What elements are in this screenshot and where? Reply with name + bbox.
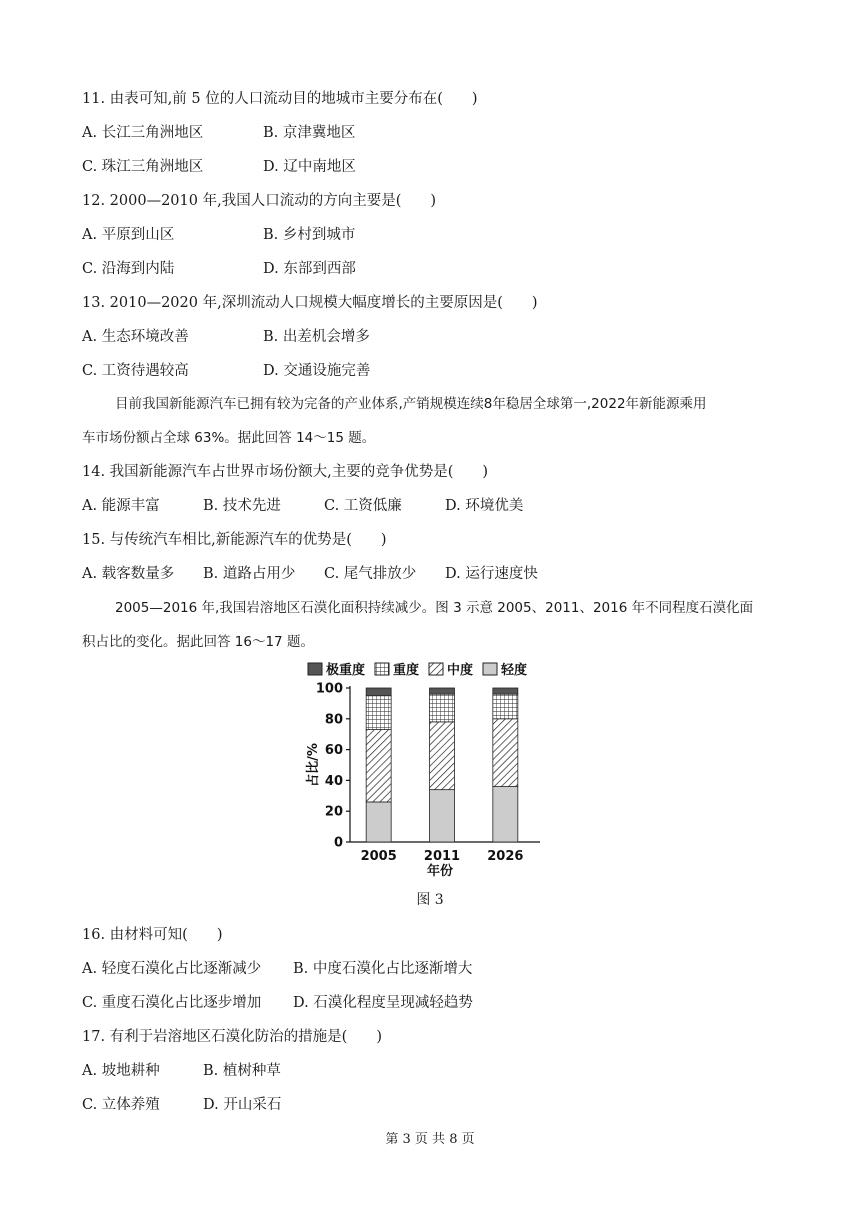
question-15-option-d[interactable]: D. 运行速度快 xyxy=(445,566,538,582)
bar-2005-中度 xyxy=(366,730,391,802)
legend-label-1: 重度 xyxy=(393,663,420,678)
question-12-option-a[interactable]: A. 平原到山区 xyxy=(82,227,175,243)
bar-2026-轻度 xyxy=(493,787,518,842)
question-11-option-b[interactable]: B. 京津冀地区 xyxy=(263,125,356,141)
question-13-option-a[interactable]: A. 生态环境改善 xyxy=(82,329,189,345)
bar-2026-重度 xyxy=(493,694,518,719)
question-17-option-c[interactable]: C. 立体养殖 xyxy=(82,1097,160,1113)
chart-bars xyxy=(366,688,518,842)
y-tick-label-1: 20 xyxy=(324,804,343,820)
y-tick-label-5: 100 xyxy=(315,681,343,697)
question-11-option-d[interactable]: D. 辽中南地区 xyxy=(263,159,356,175)
question-12-option-c[interactable]: C. 沿海到内陆 xyxy=(82,261,175,277)
question-12-option-b[interactable]: B. 乡村到城市 xyxy=(263,227,356,243)
question-13-option-d[interactable]: D. 交通设施完善 xyxy=(263,363,371,379)
question-17-option-a[interactable]: A. 坡地耕种 xyxy=(82,1063,160,1079)
legend-swatch-0 xyxy=(308,663,322,675)
y-tick-label-4: 80 xyxy=(324,712,343,728)
question-13-stem: 13. 2010—2020 年,深圳流动人口规模大幅度增长的主要原因是( ) xyxy=(82,295,538,311)
bar-2011-轻度 xyxy=(430,790,455,842)
chart-legend xyxy=(308,662,527,678)
x-axis-title: 年份 xyxy=(426,864,454,879)
y-axis-title: 占比/% xyxy=(306,743,321,787)
question-17-stem: 17. 有利于岩溶地区石漠化防治的措施是( ) xyxy=(82,1029,382,1045)
question-15-option-b[interactable]: B. 道路占用少 xyxy=(203,566,296,582)
legend-label-2: 中度 xyxy=(447,663,474,678)
question-14-stem: 14. 我国新能源汽车占世界市场份额大,主要的竞争优势是( ) xyxy=(82,464,489,480)
bar-2011-极重度 xyxy=(430,688,455,694)
bar-2011-重度 xyxy=(430,694,455,722)
question-17-option-b[interactable]: B. 植树种草 xyxy=(203,1063,281,1079)
question-16-stem: 16. 由材料可知( ) xyxy=(82,927,223,943)
legend-swatch-2 xyxy=(429,663,443,675)
question-11-stem: 11. 由表可知,前 5 位的人口流动目的地城市主要分布在( ) xyxy=(82,91,478,107)
question-11-option-a[interactable]: A. 长江三角洲地区 xyxy=(82,125,204,141)
x-tick-label-0: 2005 xyxy=(360,849,397,864)
passage-2-line-2: 积占比的变化。据此回答 16～17 题。 xyxy=(82,634,314,650)
x-tick-label-2: 2026 xyxy=(487,849,524,864)
y-tick-label-0: 0 xyxy=(333,835,343,851)
question-15-option-c[interactable]: C. 尾气排放少 xyxy=(324,566,417,582)
question-15-stem: 15. 与传统汽车相比,新能源汽车的优势是( ) xyxy=(82,532,387,548)
question-17-option-d[interactable]: D. 开山采石 xyxy=(203,1097,282,1113)
question-16-option-c[interactable]: C. 重度石漠化占比逐步增加 xyxy=(82,995,262,1011)
question-16-option-d[interactable]: D. 石漠化程度呈现减轻趋势 xyxy=(293,995,473,1011)
legend-swatch-3 xyxy=(483,663,497,675)
bar-2005-重度 xyxy=(366,696,391,730)
bar-2005-极重度 xyxy=(366,688,391,696)
page-footer: 第 3 页 共 8 页 xyxy=(385,1132,475,1147)
question-15-option-a[interactable]: A. 载客数量多 xyxy=(82,566,175,582)
question-14-option-a[interactable]: A. 能源丰富 xyxy=(82,498,160,514)
question-12-option-d[interactable]: D. 东部到西部 xyxy=(263,261,356,277)
chart-labels xyxy=(361,849,524,879)
bar-2011-中度 xyxy=(430,722,455,790)
bar-2005-轻度 xyxy=(366,802,391,842)
question-13-option-c[interactable]: C. 工资待遇较高 xyxy=(82,363,189,379)
question-14-option-d[interactable]: D. 环境优美 xyxy=(445,498,524,514)
bar-2026-极重度 xyxy=(493,688,518,694)
y-tick-label-2: 40 xyxy=(324,773,343,789)
question-16-option-a[interactable]: A. 轻度石漠化占比逐渐减少 xyxy=(82,961,262,977)
question-11-option-c[interactable]: C. 珠江三角洲地区 xyxy=(82,159,204,175)
figure-caption: 图 3 xyxy=(416,892,444,908)
legend-label-0: 极重度 xyxy=(326,663,366,678)
bar-2026-中度 xyxy=(493,719,518,787)
x-tick-label-1: 2011 xyxy=(423,849,461,864)
legend-label-3: 轻度 xyxy=(501,663,528,678)
passage-2-line-1: 2005—2016 年,我国岩溶地区石漠化面积持续减少。图 3 示意 2005、2011、2016 年不同程度石漠化面 xyxy=(115,600,754,616)
passage-1-line-1: 目前我国新能源汽车已拥有较为完备的产业体系,产销规模连续8年稳居全球第一,2022年新能源乘用 xyxy=(115,396,707,412)
legend-swatch-1 xyxy=(375,663,389,675)
rocky-desertification-chart xyxy=(300,655,580,880)
question-13-option-b[interactable]: B. 出差机会增多 xyxy=(263,329,370,345)
question-16-option-b[interactable]: B. 中度石漠化占比逐渐增大 xyxy=(293,961,473,977)
question-14-option-c[interactable]: C. 工资低廉 xyxy=(324,498,402,514)
passage-1-line-2: 车市场份额占全球 63%。据此回答 14～15 题。 xyxy=(82,430,376,446)
question-12-stem: 12. 2000—2010 年,我国人口流动的方向主要是( ) xyxy=(82,193,437,209)
question-14-option-b[interactable]: B. 技术先进 xyxy=(203,498,281,514)
y-tick-label-3: 60 xyxy=(324,743,343,759)
